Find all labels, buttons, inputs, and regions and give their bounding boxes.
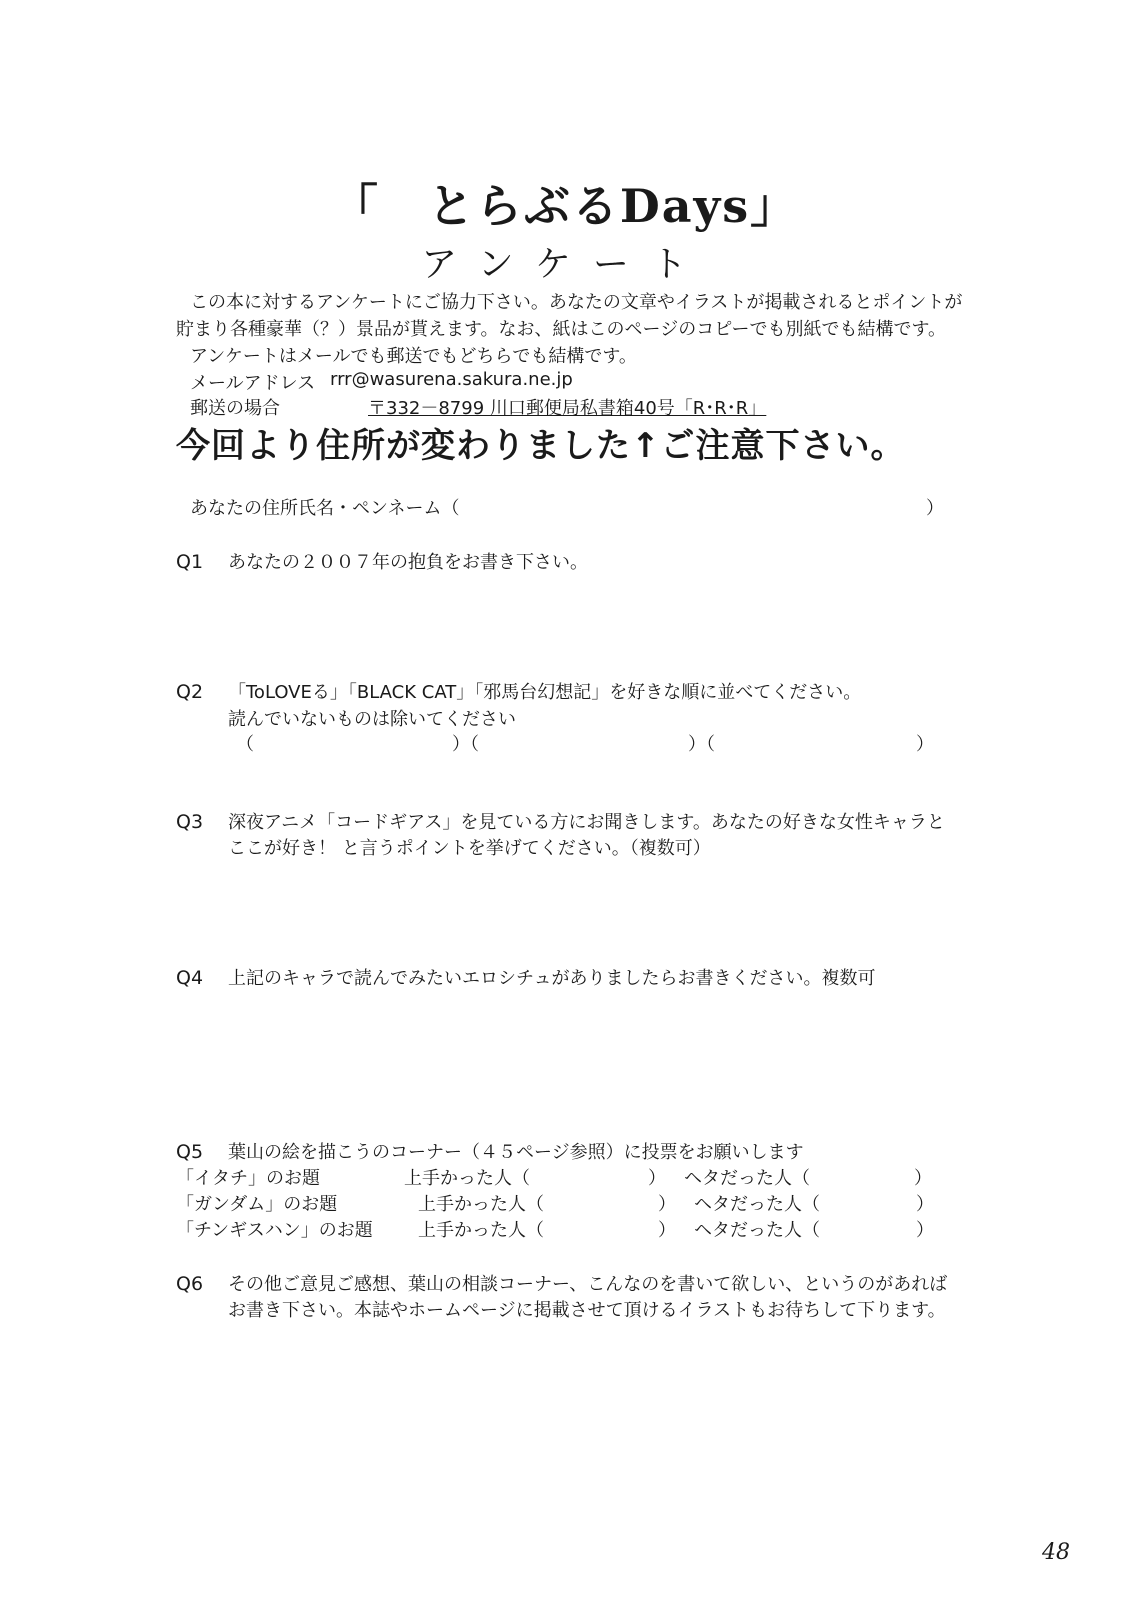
q3-text-2: ここが好き！ と言うポイントを挙げてください。（複数可） (228, 838, 711, 859)
q5-row-bad: ヘタだった人（ (694, 1220, 820, 1241)
page-number: 48 (1042, 1540, 1070, 1565)
q5-row-good-close: ） (658, 1220, 676, 1241)
q6-text-2: お書き下さい。本誌やホームページに掲載させて頂けるイラストもお待ちして下ります。 (228, 1300, 946, 1321)
q5-text: 葉山の絵を描こうのコーナー（４５ページ参照）に投票をお願いします (228, 1142, 804, 1163)
intro-line-1: この本に対するアンケートにご協力下さい。あなたの文章やイラストが掲載されるとポイントが (190, 292, 963, 313)
q5-row-good: 上手かった人（ (418, 1220, 544, 1241)
name-field-close: ） (926, 498, 944, 519)
post-address: 〒332－8799 川口郵便局私書箱40号「R･R･R」 (368, 398, 767, 419)
q5-row-good-close: ） (648, 1168, 666, 1189)
q3-text-1: 深夜アニメ「コードギアス」を見ている方にお聞きします。あなたの好きな女性キャラと (228, 812, 945, 833)
q6-number: Q6 (176, 1273, 204, 1295)
q5-row-good-close: ） (658, 1194, 676, 1215)
question-3 (176, 808, 945, 834)
q2-blank-open: （ (236, 734, 254, 755)
mail-label: メールアドレス (190, 373, 316, 394)
q2-number: Q2 (176, 681, 204, 703)
intro-line-2: 貯まり各種豪華（？）景品が貰えます。なお、紙はこのページのコピーでも別紙でも結構です。 (176, 319, 947, 340)
q5-row-theme: 「イタチ」のお題 (176, 1168, 320, 1189)
q2-text: 「ToLOVEる」「BLACK CAT」「邪馬台幻想記」を好きな順に並べてください。 (228, 682, 862, 703)
address-change-notice: 今回より住所が変わりました↑ご注意下さい。 (176, 426, 906, 466)
question-6 (176, 1270, 947, 1296)
q1-text: あなたの２００７年の抱負をお書き下さい。 (228, 552, 588, 573)
q6-text-1: その他ご意見ご感想、葉山の相談コーナー、こんなのを書いて欲しい、というのがあれば (228, 1274, 948, 1295)
mail-address[interactable]: rrr@wasurena.sakura.ne.jp (330, 369, 573, 390)
post-label: 郵送の場合 (190, 398, 280, 419)
q2-blank-sep-2: ）（ (688, 734, 715, 755)
q4-number: Q4 (176, 967, 204, 989)
q5-row-bad-close: ） (916, 1194, 934, 1215)
page-title: 「 とらぶるDays」 (331, 179, 799, 233)
q5-row-bad-close: ） (916, 1220, 934, 1241)
name-field-label: あなたの住所氏名・ペンネーム（ (190, 498, 460, 519)
q5-number: Q5 (176, 1141, 204, 1163)
q5-row-theme: 「チンギスハン」のお題 (176, 1220, 373, 1241)
q5-row-bad: ヘタだった人（ (684, 1168, 810, 1189)
question-5 (176, 1138, 804, 1164)
q4-text: 上記のキャラで読んでみたいエロシチュがありましたらお書きください。複数可 (228, 968, 876, 989)
intro-line-3: アンケートはメールでも郵送でもどちらでも結構です。 (190, 346, 637, 367)
question-1 (176, 548, 588, 574)
q3-number: Q3 (176, 811, 204, 833)
page-subtitle: アンケート (421, 244, 709, 285)
q5-row-good: 上手かった人（ (404, 1168, 530, 1189)
q2-blank-sep-1: ）（ (452, 734, 479, 755)
q5-row-bad: ヘタだった人（ (694, 1194, 820, 1215)
question-2 (176, 678, 861, 704)
question-4 (176, 964, 875, 990)
q5-row-bad-close: ） (914, 1168, 932, 1189)
q2-sub: 読んでいないものは除いてください (228, 709, 516, 730)
q5-row-theme: 「ガンダム」のお題 (176, 1194, 338, 1215)
q5-row-good: 上手かった人（ (418, 1194, 544, 1215)
q2-blank-close: ） (916, 734, 934, 755)
q1-number: Q1 (176, 551, 204, 573)
